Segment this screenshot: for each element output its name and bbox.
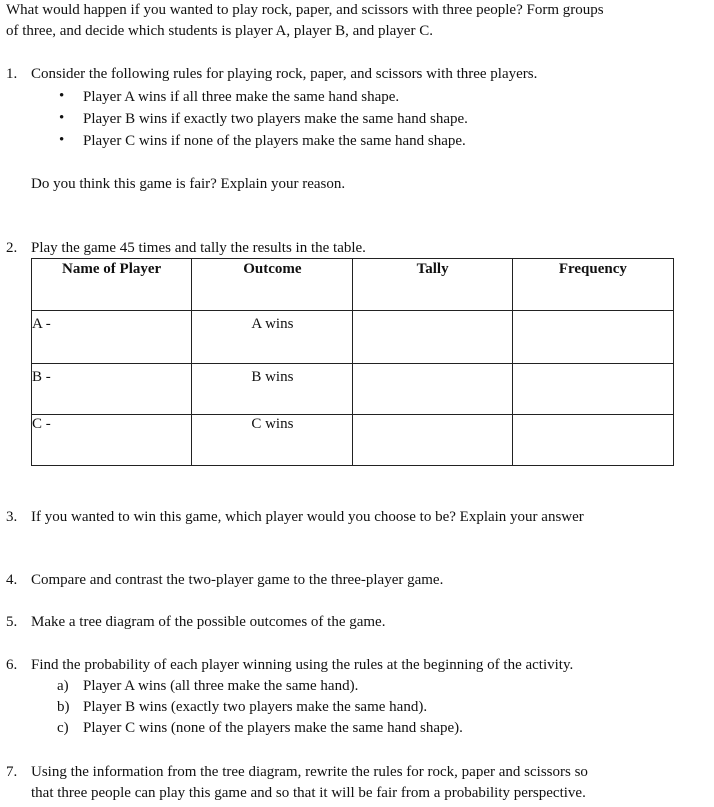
q2-text: Play the game 45 times and tally the results in the table. — [31, 240, 366, 256]
q5-number: 5. — [6, 614, 18, 630]
bullet-icon: • — [59, 110, 65, 126]
frequency-cell[interactable] — [512, 311, 673, 364]
q7-line-1: Using the information from the tree diagram, rewrite the rules for rock, paper and scissors so — [31, 764, 588, 780]
q1-bullet-3: Player C wins if none of the players make the same hand shape. — [83, 133, 466, 149]
q7-line-2: that three people can play this game and so that it will be fair from a probability perspective. — [31, 785, 586, 801]
player-name-cell: B - — [32, 364, 192, 415]
bullet-icon: • — [59, 88, 65, 104]
q6-item-c-text: Player C wins (none of the players make the same hand shape). — [83, 720, 463, 736]
player-name-cell: C - — [32, 415, 192, 466]
table-row — [32, 415, 674, 466]
outcome-cell: C wins — [192, 415, 353, 466]
q4-text: Compare and contrast the two-player game to the three-player game. — [31, 572, 444, 588]
q6-item-a-label: a) — [57, 678, 69, 694]
q6-text: Find the probability of each player winning using the rules at the beginning of the activity. — [31, 657, 574, 673]
outcome-cell: B wins — [192, 364, 353, 415]
table-header-row — [32, 259, 674, 311]
header-frequency: Frequency — [512, 259, 673, 311]
q1-bullet-2: Player B wins if exactly two players make the same hand shape. — [83, 111, 468, 127]
frequency-cell[interactable] — [512, 415, 673, 466]
q6-item-c-label: c) — [57, 720, 69, 736]
frequency-cell[interactable] — [512, 364, 673, 415]
intro-line-2: of three, and decide which students is player A, player B, and player C. — [6, 23, 433, 39]
q1-followup: Do you think this game is fair? Explain your reason. — [31, 176, 346, 192]
q5-text: Make a tree diagram of the possible outcomes of the game. — [31, 614, 386, 630]
bullet-icon: • — [59, 132, 65, 148]
q6-item-b-text: Player B wins (exactly two players make the same hand). — [83, 699, 428, 715]
table-row — [32, 311, 674, 364]
q7-number: 7. — [6, 764, 18, 780]
tally-cell[interactable] — [353, 415, 512, 466]
q3-number: 3. — [6, 509, 18, 525]
header-outcome: Outcome — [192, 259, 353, 311]
header-name-of-player: Name of Player — [32, 259, 192, 311]
q6-item-b-label: b) — [57, 699, 70, 715]
table-row — [32, 364, 674, 415]
q1-number: 1. — [6, 66, 18, 82]
q4-number: 4. — [6, 572, 18, 588]
header-tally: Tally — [353, 259, 512, 311]
q6-number: 6. — [6, 657, 18, 673]
q1-bullet-1: Player A wins if all three make the same hand shape. — [83, 89, 400, 105]
player-name-cell: A - — [32, 311, 192, 364]
q3-text: If you wanted to win this game, which player would you choose to be? Explain your answer — [31, 509, 584, 525]
q1-text: Consider the following rules for playing rock, paper, and scissors with three players. — [31, 66, 538, 82]
tally-table — [31, 258, 674, 466]
q6-item-a-text: Player A wins (all three make the same hand). — [83, 678, 359, 694]
tally-cell[interactable] — [353, 311, 512, 364]
q2-number: 2. — [6, 240, 18, 256]
intro-line-1: What would happen if you wanted to play rock, paper, and scissors with three people? Form groups — [6, 2, 604, 18]
tally-cell[interactable] — [353, 364, 512, 415]
outcome-cell: A wins — [192, 311, 353, 364]
